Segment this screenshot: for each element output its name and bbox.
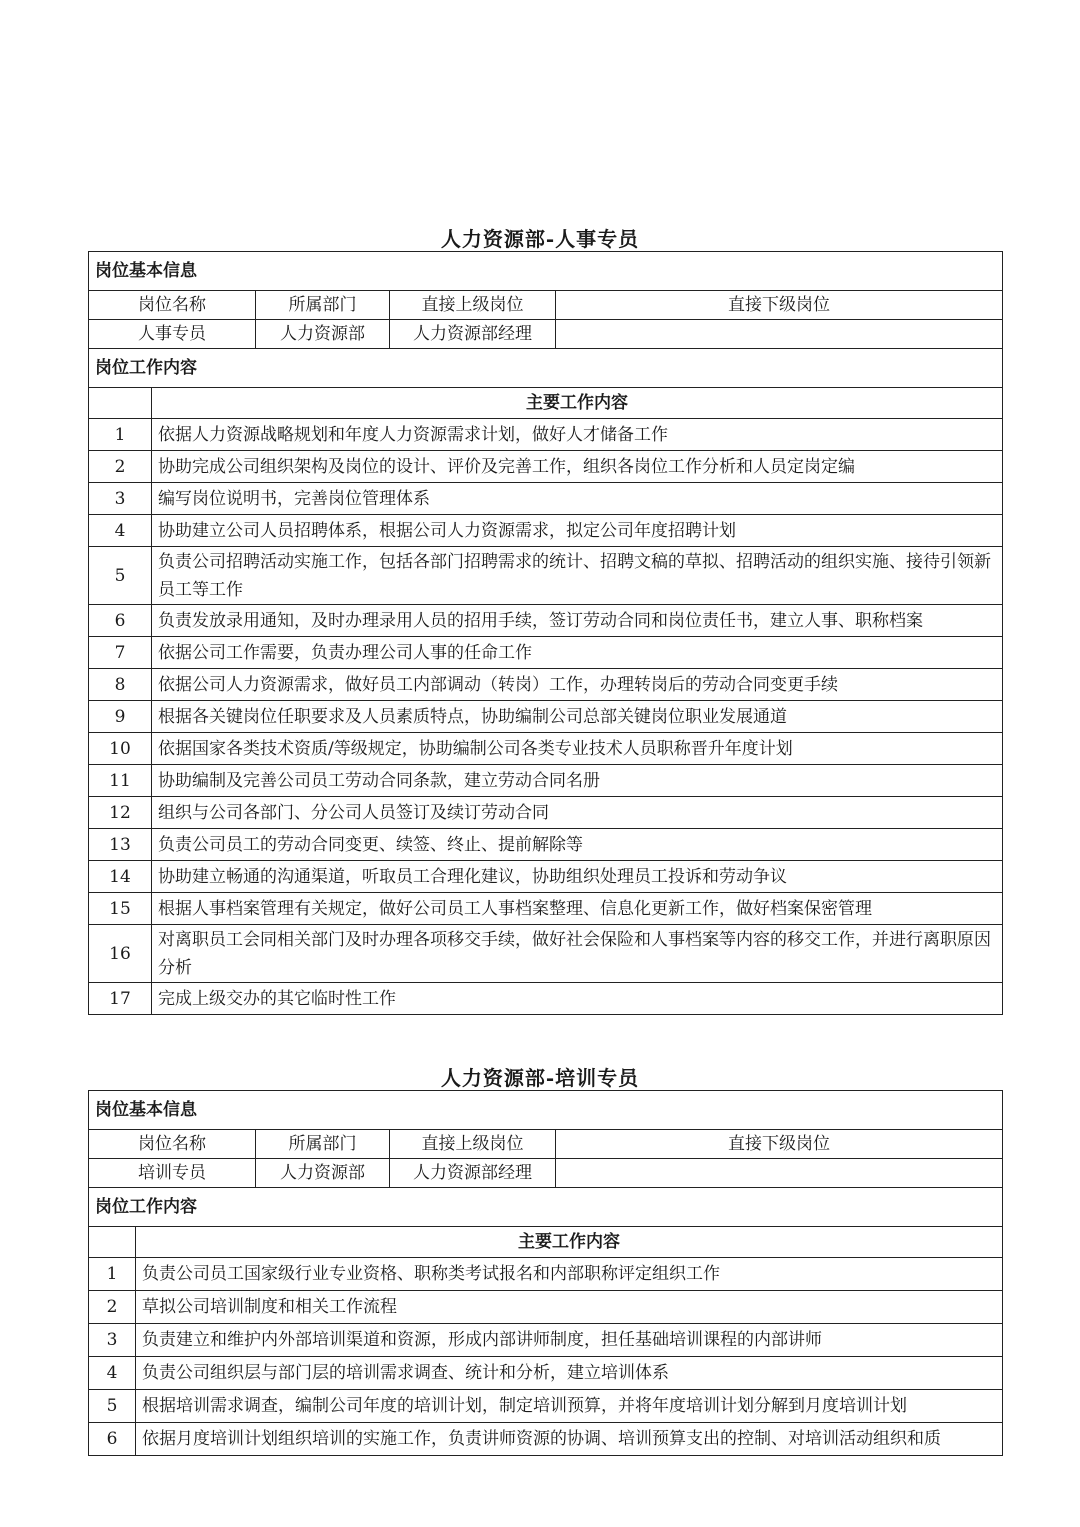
task-text: 组织与公司各部门、分公司人员签订及续订劳动合同 [152,797,1003,829]
task-text: 编写岗位说明书，完善岗位管理体系 [152,483,1003,515]
section-title-training: 人力资源部-培训专员 [440,1066,640,1090]
task-number: 5 [89,1390,136,1423]
task-number: 1 [89,419,152,451]
task-number: 14 [89,861,152,893]
work-content-heading: 岗位工作内容 [89,1188,1003,1227]
task-number: 11 [89,765,152,797]
task-text: 负责公司员工国家级行业专业资格、职称类考试报名和内部职称评定组织工作 [136,1258,1003,1291]
task-number: 4 [89,1357,136,1390]
task-number: 8 [89,669,152,701]
task-text: 依据公司人力资源需求，做好员工内部调动（转岗）工作，办理转岗后的劳动合同变更手续 [152,669,1003,701]
task-number: 5 [89,547,152,605]
task-number: 10 [89,733,152,765]
value-position-name: 培训专员 [89,1159,256,1188]
main-content-header: 主要工作内容 [152,388,1003,419]
value-superior: 人力资源部经理 [390,1159,556,1188]
task-text: 完成上级交办的其它临时性工作 [152,983,1003,1015]
task-number: 3 [89,1324,136,1357]
section-title-personnel: 人力资源部-人事专员 [440,227,640,251]
task-number: 3 [89,483,152,515]
value-superior: 人力资源部经理 [390,320,556,349]
task-text: 对离职员工会同相关部门及时办理各项移交手续，做好社会保险和人事档案等内容的移交工作，并进行离职原因分析 [152,925,1003,983]
value-subordinate [556,320,1003,349]
header-superior: 直接上级岗位 [390,1130,556,1159]
header-position-name: 岗位名称 [89,291,256,320]
task-number: 15 [89,893,152,925]
header-superior: 直接上级岗位 [390,291,556,320]
task-number: 2 [89,1291,136,1324]
task-text: 协助编制及完善公司员工劳动合同条款，建立劳动合同名册 [152,765,1003,797]
header-department: 所属部门 [256,291,390,320]
task-number: 6 [89,605,152,637]
task-number: 17 [89,983,152,1015]
task-number: 12 [89,797,152,829]
task-text: 协助建立公司人员招聘体系，根据公司人力资源需求，拟定公司年度招聘计划 [152,515,1003,547]
task-number: 13 [89,829,152,861]
task-number: 6 [89,1423,136,1456]
task-text: 依据公司工作需要，负责办理公司人事的任命工作 [152,637,1003,669]
task-text: 负责发放录用通知，及时办理录用人员的招用手续，签订劳动合同和岗位责任书，建立人事、职称档案 [152,605,1003,637]
task-text: 根据各关键岗位任职要求及人员素质特点，协助编制公司总部关键岗位职业发展通道 [152,701,1003,733]
main-content-header: 主要工作内容 [136,1227,1003,1258]
header-subordinate: 直接下级岗位 [556,291,1003,320]
task-number: 4 [89,515,152,547]
task-text: 依据月度培训计划组织培训的实施工作，负责讲师资源的协调、培训预算支出的控制、对培训活动组织和质 [136,1423,1003,1456]
main-header-blank [89,388,152,419]
task-text: 负责公司组织层与部门层的培训需求调查、统计和分析，建立培训体系 [136,1357,1003,1390]
task-text: 负责公司招聘活动实施工作，包括各部门招聘需求的统计、招聘文稿的草拟、招聘活动的组织实施、接待引领新员工等工作 [152,547,1003,605]
header-department: 所属部门 [256,1130,390,1159]
task-number: 9 [89,701,152,733]
job-table-personnel [88,251,1003,1015]
header-position-name: 岗位名称 [89,1130,256,1159]
task-number: 7 [89,637,152,669]
value-department: 人力资源部 [256,1159,390,1188]
main-header-blank [89,1227,136,1258]
task-text: 草拟公司培训制度和相关工作流程 [136,1291,1003,1324]
value-department: 人力资源部 [256,320,390,349]
work-content-heading: 岗位工作内容 [89,349,1003,388]
value-subordinate [556,1159,1003,1188]
task-text: 根据人事档案管理有关规定，做好公司员工人事档案整理、信息化更新工作，做好档案保密管理 [152,893,1003,925]
task-text: 依据国家各类技术资质/等级规定，协助编制公司各类专业技术人员职称晋升年度计划 [152,733,1003,765]
task-text: 根据培训需求调查，编制公司年度的培训计划，制定培训预算，并将年度培训计划分解到月度培训计划 [136,1390,1003,1423]
header-subordinate: 直接下级岗位 [556,1130,1003,1159]
task-number: 16 [89,925,152,983]
task-text: 负责建立和维护内外部培训渠道和资源，形成内部讲师制度，担任基础培训课程的内部讲师 [136,1324,1003,1357]
task-text: 协助建立畅通的沟通渠道，听取员工合理化建议，协助组织处理员工投诉和劳动争议 [152,861,1003,893]
task-text: 协助完成公司组织架构及岗位的设计、评价及完善工作，组织各岗位工作分析和人员定岗定编 [152,451,1003,483]
task-number: 1 [89,1258,136,1291]
basic-info-heading: 岗位基本信息 [89,252,1003,291]
task-text: 负责公司员工的劳动合同变更、续签、终止、提前解除等 [152,829,1003,861]
value-position-name: 人事专员 [89,320,256,349]
job-table-training [88,1090,1003,1456]
basic-info-heading: 岗位基本信息 [89,1091,1003,1130]
task-text: 依据人力资源战略规划和年度人力资源需求计划，做好人才储备工作 [152,419,1003,451]
task-number: 2 [89,451,152,483]
